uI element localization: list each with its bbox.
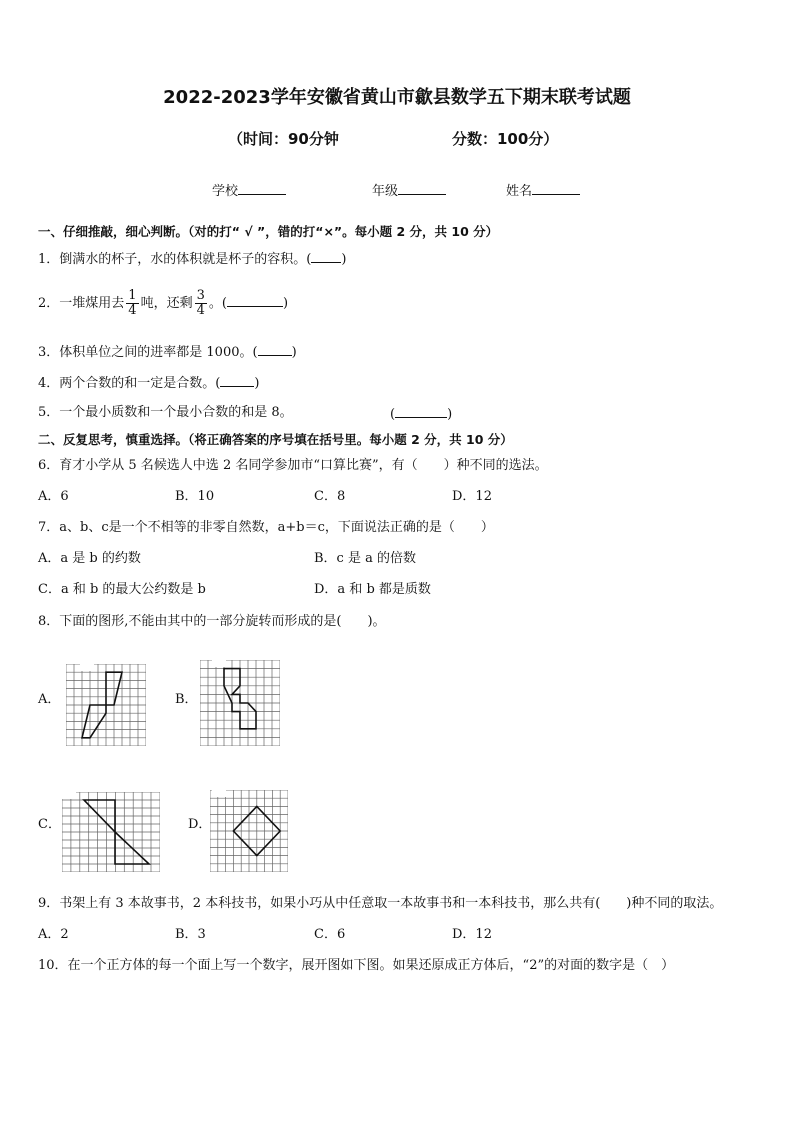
q6-option-b: B．10 — [175, 489, 215, 504]
question-9: 9．书架上有 3 本故事书，2 本科技书，如果小巧从中任意取一本故事书和一本科技书，那么共有( )种不同的取法。 — [38, 896, 723, 911]
question-10: 10．在一个正方体的每一个面上写一个数字，展开图如下图。如果还原成正方体后，“2”的对面的数字是（ ） — [38, 958, 675, 973]
question-4: 4．两个合数的和一定是合数。( ) — [38, 376, 260, 391]
question-7: 7．a、b、c是一个不相等的非零自然数，a+b＝c，下面说法正确的是（ ） — [38, 520, 494, 535]
q8-figure-c — [62, 792, 160, 872]
section-2-heading: 二、反复思考，慎重选择。（将正确答案的序号填在括号里。每小题 2 分，共 10 分） — [38, 432, 513, 447]
question-6: 6．育才小学从 5 名候选人中选 2 名同学参加市“口算比赛”，有（ ）种不同的选法。 — [38, 458, 548, 473]
q8-label-a: A． — [38, 692, 61, 707]
q7-option-b: B．c 是 a 的倍数 — [314, 551, 416, 566]
q7-option-c: C．a 和 b 的最大公约数是 b — [38, 582, 206, 597]
fraction-three-quarters: $\frac{3}{4}$ — [196, 288, 205, 318]
q8-label-b: B． — [175, 692, 198, 707]
question-5: 5．一个最小质数和一个最小合数的和是 8。 — [38, 405, 293, 420]
section-1-heading: 一、仔细推敲，细心判断。（对的打“ √ ”，错的打“×”。每小题 2 分，共 10 分） — [38, 224, 499, 239]
question-3: 3．体积单位之间的进率都是 1000。( ) — [38, 345, 297, 360]
q6-option-c: C．8 — [314, 489, 346, 504]
fraction-one-quarter: $\frac{1}{4}$ — [128, 288, 137, 318]
q9-option-c: C．6 — [314, 927, 346, 942]
question-1: 1．倒满水的杯子，水的体积就是杯子的容积。( ) — [38, 252, 347, 267]
question-2: 2．一堆煤用去 $\frac{1}{4}$ 吨，还剩 $\frac{3}{4}$ 。( ) — [38, 288, 289, 318]
q8-figure-a — [66, 664, 146, 746]
name-field: 姓名 — [506, 182, 580, 200]
q8-label-c: C． — [38, 817, 61, 832]
school-field: 学校 — [212, 182, 286, 200]
q8-figure-b — [200, 660, 280, 746]
q9-option-a: A．2 — [38, 927, 69, 942]
q7-option-a: A．a 是 b 的约数 — [38, 551, 141, 566]
q7-option-d: D．a 和 b 都是质数 — [314, 582, 431, 597]
q8-label-d: D． — [188, 817, 212, 832]
score-label: 分数：100分） — [452, 130, 559, 148]
q6-option-a: A．6 — [38, 489, 69, 504]
question-5-answer: ( ) — [390, 407, 453, 422]
q8-figure-d — [210, 790, 288, 872]
grade-field: 年级 — [372, 182, 446, 200]
q9-option-d: D．12 — [452, 927, 492, 942]
question-8: 8．下面的图形,不能由其中的一部分旋转而形成的是( )。 — [38, 614, 386, 629]
q9-option-b: B．3 — [175, 927, 206, 942]
q6-option-d: D．12 — [452, 489, 492, 504]
exam-title: 2022-2023学年安徽省黄山市歙县数学五下期末联考试题 — [163, 87, 631, 108]
time-label: （时间：90分钟 — [228, 130, 339, 148]
